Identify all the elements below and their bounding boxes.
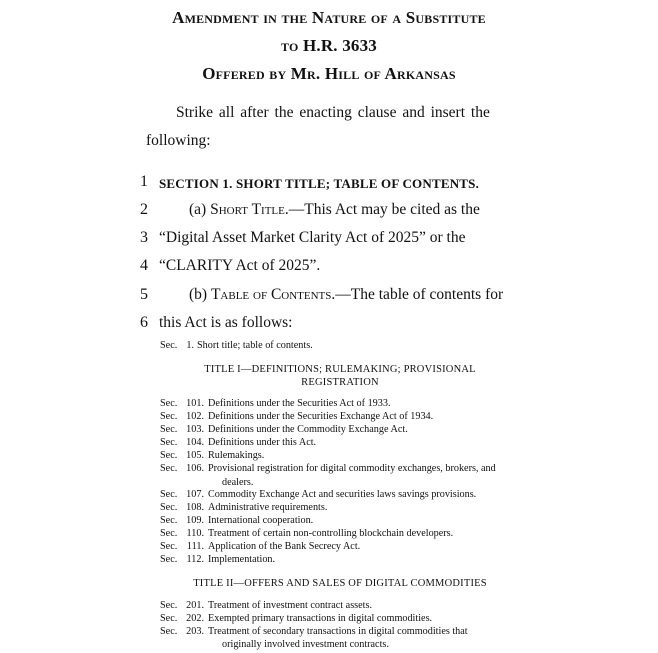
toc-sec-number: 107. [186, 489, 204, 500]
toc-sec-label: Sec. [160, 463, 178, 474]
toc-sec-label: Sec. [160, 613, 178, 624]
toc-sec-label: Sec. [160, 437, 178, 448]
toc-sec-label: Sec. [160, 450, 178, 461]
toc-sec-title: Rulemakings. [208, 450, 265, 461]
toc-sec-label: Sec. [160, 600, 178, 611]
toc-sec-title: Short title; table of contents. [197, 340, 313, 351]
toc-sec-number: 112. [186, 554, 204, 565]
subsection-b-caption: Table of Contents [210, 286, 332, 303]
toc-entry [0, 613, 658, 626]
line-number-5: 5 [140, 286, 148, 303]
toc-sec-203-continuation: originally involved investment contracts. [222, 639, 389, 650]
toc-sec-title: Commodity Exchange Act and securities laws savings provisions. [208, 489, 477, 500]
toc-sec-label: Sec. [160, 626, 178, 637]
toc-sec-label: Sec. [160, 502, 178, 513]
toc-sec-label: Sec. [160, 554, 178, 565]
toc-sec-title: Definitions under the Securities Exchange Act of 1934. [208, 411, 434, 422]
toc-sec-number: 108. [186, 502, 204, 513]
toc-sec-title: Administrative requirements. [208, 502, 328, 513]
subsection-b-label: (b) [189, 286, 211, 303]
toc-sec-number: 202. [186, 613, 204, 624]
toc-sec-label: Sec. [160, 528, 178, 539]
toc-sec-number: 109. [186, 515, 204, 526]
subsection-a-label: (a) [189, 201, 211, 218]
toc-entry [0, 489, 658, 502]
toc-sec-number: 201. [186, 600, 204, 611]
toc-sec-title: Implementation. [208, 554, 276, 565]
subsection-b-text: .—The table of contents for [331, 286, 504, 303]
toc-sec-label: Sec. [160, 398, 178, 409]
toc-entry [0, 398, 658, 411]
toc-sec-title: Provisional registration for digital commodity exchanges, brokers, and [208, 463, 496, 474]
title-1-heading-line-2: REGISTRATION [301, 377, 379, 388]
subsection-b-line [189, 286, 503, 304]
toc-sec-label: Sec. [160, 424, 178, 435]
toc-sec-label: Sec. [160, 515, 178, 526]
toc-sec-label: Sec. [160, 489, 178, 500]
title-2-heading: TITLE II—OFFERS AND SALES OF DIGITAL COMMODITIES [193, 578, 487, 589]
toc-sec-title: Definitions under this Act. [208, 437, 317, 448]
line-number-6: 6 [140, 314, 148, 331]
line-number-4: 4 [140, 257, 148, 274]
toc-sec-number: 106. [186, 463, 204, 474]
toc-sec-title: Treatment of certain non-controlling blockchain developers. [208, 528, 454, 539]
toc-sec-label: Sec. [160, 340, 178, 351]
toc-entry [0, 554, 658, 567]
toc-sec-title: Treatment of secondary transactions in digital commodities that [208, 626, 468, 637]
toc-sec-title: Application of the Bank Secrecy Act. [208, 541, 361, 552]
line-number-2: 2 [140, 201, 148, 218]
toc-sec-title: Treatment of investment contract assets. [208, 600, 372, 611]
amendment-title: Amendment in the Nature of a Substitute [172, 8, 486, 27]
intro-line-2: following: [146, 132, 211, 149]
toc-sec-number: 110. [186, 528, 204, 539]
section-1-heading: SECTION 1. SHORT TITLE; TABLE OF CONTENTS. [159, 176, 480, 191]
toc-sec-number: 103. [186, 424, 204, 435]
toc-entry [0, 450, 658, 463]
toc-entry [0, 437, 658, 450]
subsection-b-line-6: this Act is as follows: [159, 314, 293, 331]
toc-sec-label: Sec. [160, 541, 178, 552]
toc-sec-title: Exempted primary transactions in digital commodities. [208, 613, 433, 624]
toc-sec-number: 105. [186, 450, 204, 461]
offered-by: Offered by Mr. Hill of Arkansas [202, 64, 456, 83]
toc-entry [0, 600, 658, 613]
toc-sec-number: 104. [186, 437, 204, 448]
subsection-a-line-4: “CLARITY Act of 2025”. [159, 257, 321, 274]
toc-sec-number: 101. [186, 398, 204, 409]
toc-sec-title: Definitions under the Commodity Exchange Act. [208, 424, 408, 435]
toc-entry [0, 528, 658, 541]
toc-entry [0, 411, 658, 424]
toc-sec-title: Definitions under the Securities Act of 1933. [208, 398, 391, 409]
subsection-a-line [189, 201, 480, 219]
toc-entry [0, 424, 658, 437]
intro-line-1: Strike all after the enacting clause and insert the [176, 104, 490, 121]
toc-entry [0, 340, 658, 353]
toc-entry [0, 515, 658, 528]
toc-entry [0, 502, 658, 515]
toc-entry [0, 463, 658, 476]
toc-sec-number: 1. [186, 340, 194, 351]
subsection-a-caption: Short Title [210, 201, 285, 218]
line-number-1: 1 [140, 173, 148, 190]
subsection-a-line-3: “Digital Asset Market Clarity Act of 2025” or the [159, 229, 466, 246]
line-number-3: 3 [140, 229, 148, 246]
toc-sec-label: Sec. [160, 411, 178, 422]
toc-entry [0, 626, 658, 639]
subsection-a-text: .—This Act may be cited as the [284, 201, 480, 218]
toc-sec-number: 102. [186, 411, 204, 422]
toc-sec-number: 111. [186, 541, 204, 552]
toc-sec-106-continuation: dealers. [222, 477, 254, 488]
toc-sec-title: International cooperation. [208, 515, 314, 526]
bill-number: to H.R. 3633 [280, 36, 378, 55]
title-1-heading-line-1: TITLE I—DEFINITIONS; RULEMAKING; PROVISIONAL [204, 364, 476, 375]
toc-entry [0, 541, 658, 554]
toc-sec-number: 203. [186, 626, 204, 637]
title-1-heading [150, 363, 530, 389]
